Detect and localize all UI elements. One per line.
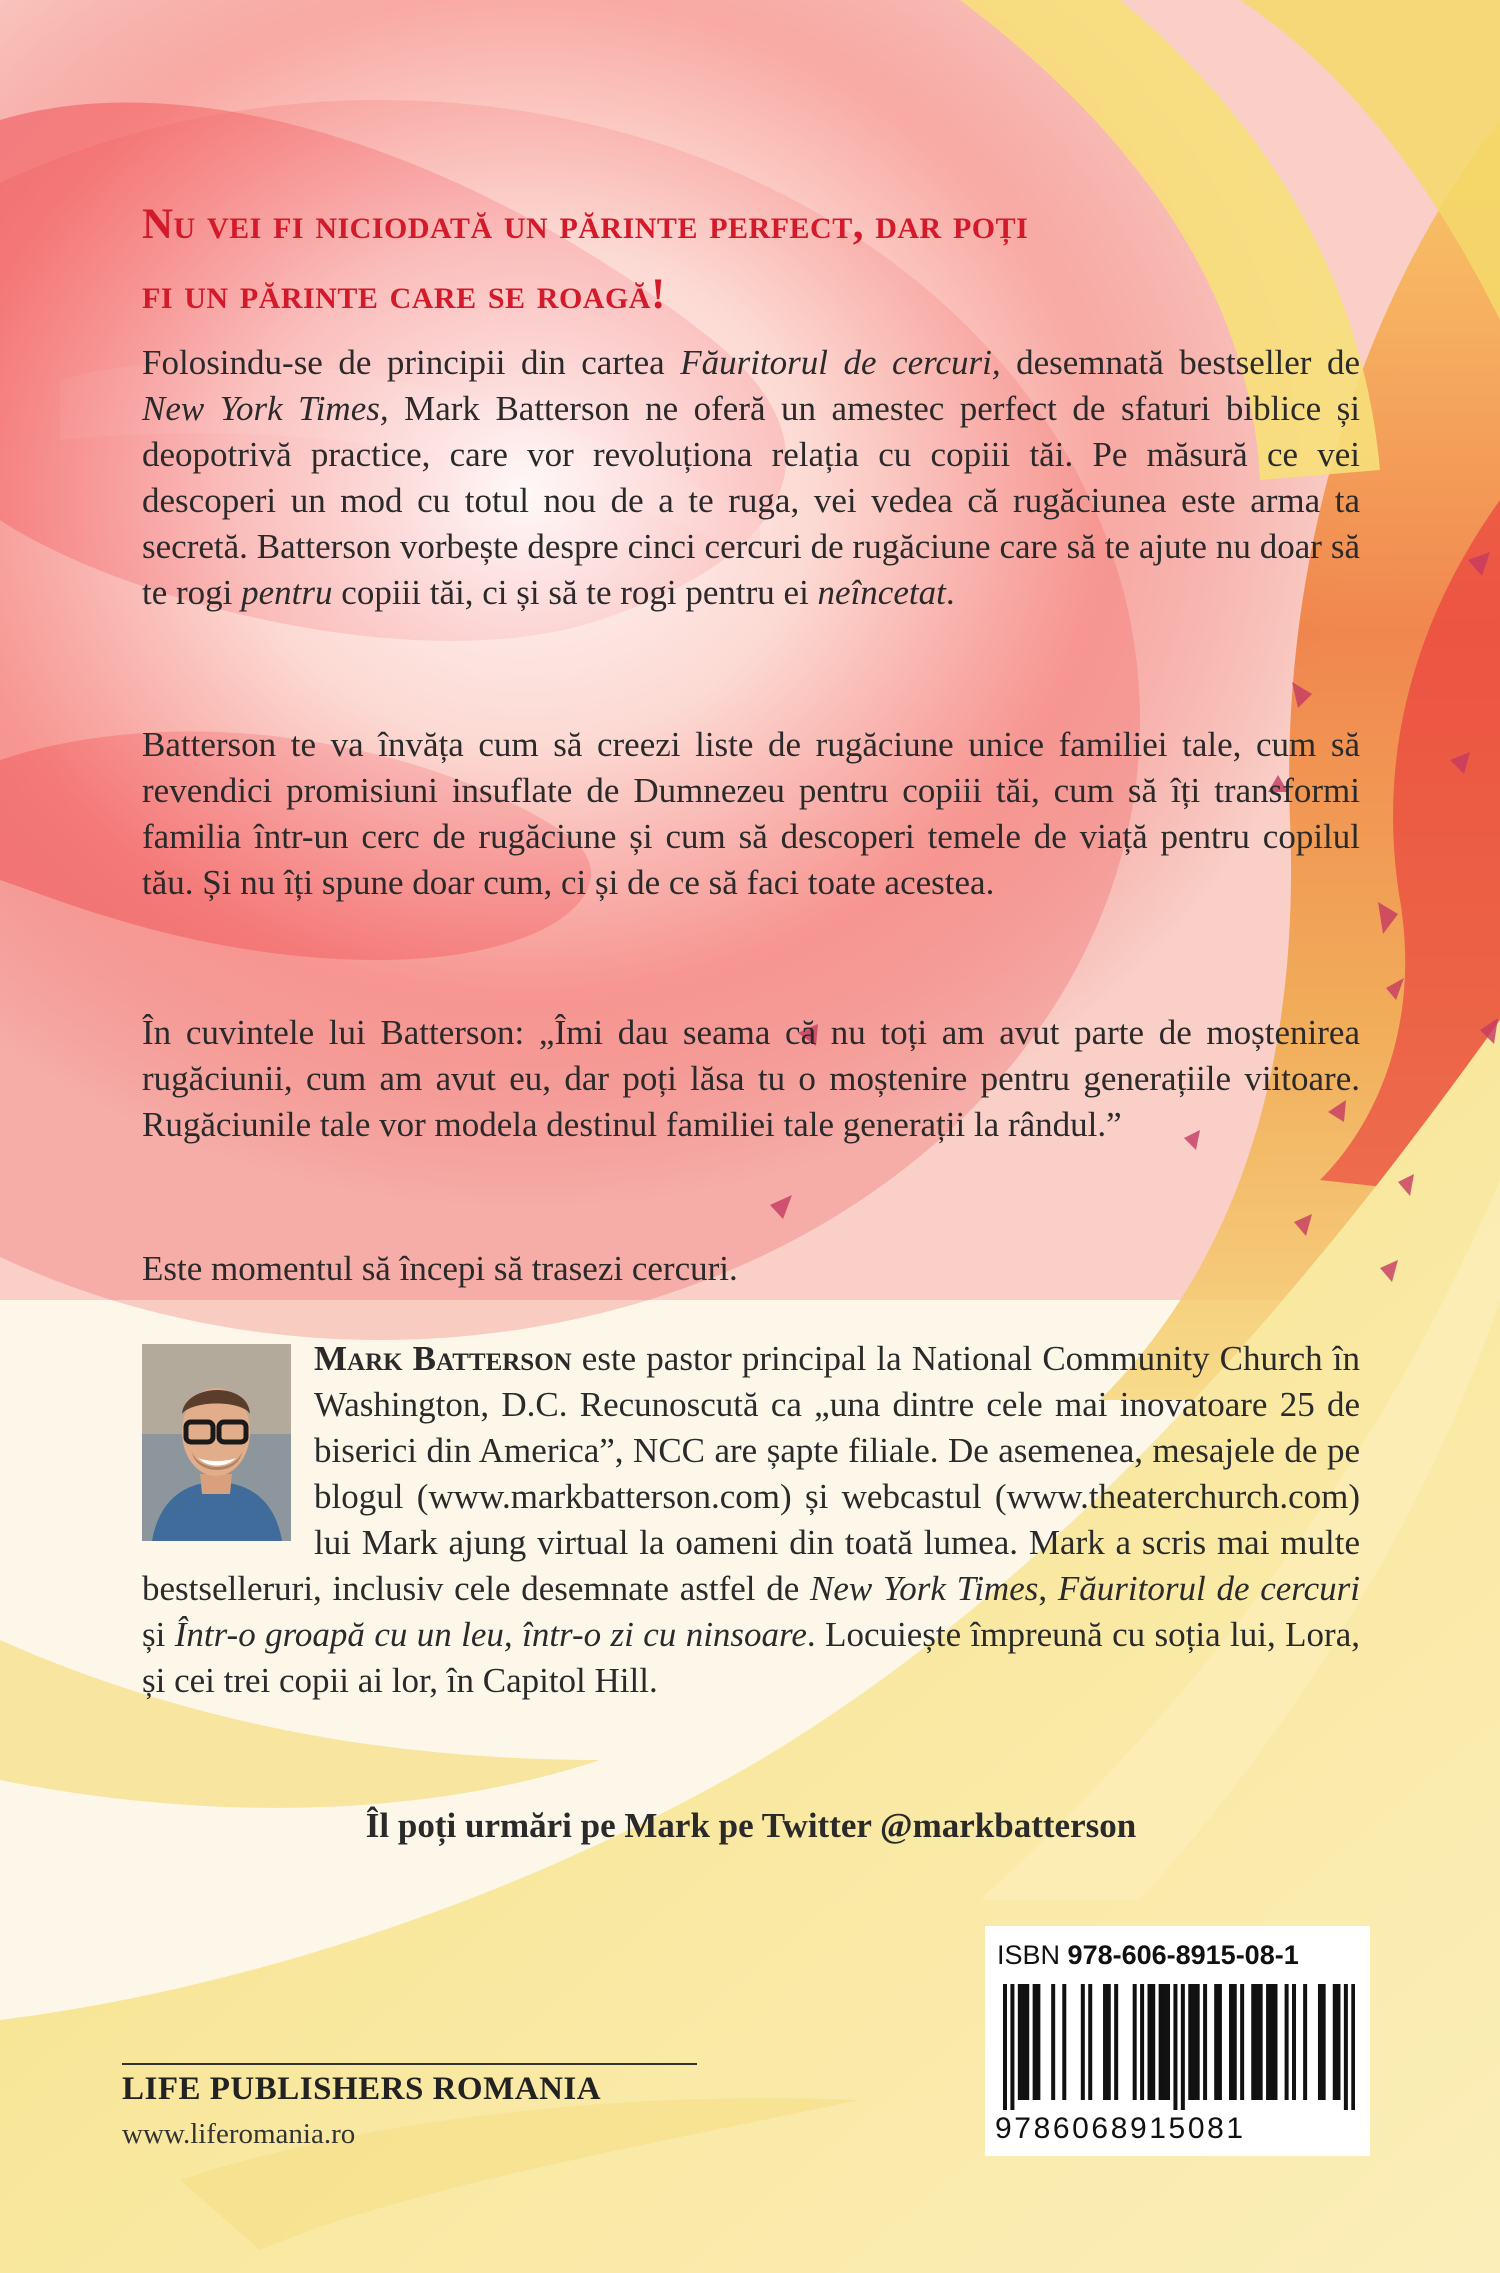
p1-nyt: New York Times, (142, 389, 389, 428)
author-bio-text-1: este pastor principal la National Community Church în Washington, D.C. Recunoscută ca „una dintre cele mai inovatoare 25 de biserici din America”, NCC are șapte filiale. De asemenea, mesajele de pe blogul (www.markbatterson.com) și webcastul (www.theaterchurch.com) lui Mark ajung virtual la oameni din toată lumea. Mark a scris mai multe bestselleruri, inclusiv cele desemnate astfel de (142, 1339, 1360, 1608)
barcode-bar (1218, 1984, 1222, 2100)
author-bio-text-3: și (142, 1615, 175, 1654)
p1-emphasis-1: pentru (241, 573, 333, 612)
barcode-bar (1344, 1984, 1348, 2110)
barcode-bar (1318, 1984, 1322, 2100)
description-paragraph-2: Batterson te va învăța cum să creezi liste de rugăciune unice familiei tale, cum să revendici promisiuni insuflate de Dumnezeu pentru copiii tăi, cum să îți transformi familia într-un cerc de rugăciune și cum să descoperi temele de viață pentru copilul tău. Și nu îți spune doar cum, ci și de ce să faci toate acestea. (142, 725, 1360, 902)
barcode-bar (1081, 1984, 1085, 2100)
barcode-bar (1181, 1984, 1185, 2110)
barcode-bar (1322, 1984, 1326, 2100)
barcode-bar (1051, 1984, 1055, 2100)
barcode-bar (1088, 1984, 1092, 2100)
quote-paragraph: În cuvintele lui Batterson: „Îmi dau seama că nu toți am avut parte de moștenirea rugăciunii, cum am avut eu, dar poți lăsa tu o moștenire pentru generațiile viitoare. Rugăciunile tale vor modela destinul familiei tale generații la rândul.” (142, 1013, 1360, 1144)
isbn-prefix: ISBN (997, 1940, 1061, 1970)
description-paragraph-1 (142, 340, 1360, 616)
barcode-bar (1025, 1984, 1029, 2100)
barcode-bar (1196, 1984, 1200, 2100)
closing-line: Este momentul să începi să trasezi cercuri. (142, 1249, 738, 1288)
isbn-barcode-box (985, 1926, 1370, 2156)
barcode-bar (1188, 1984, 1192, 2100)
publisher-divider (122, 2063, 697, 2065)
headline-line-2: fi un părinte care se roagă! (142, 271, 666, 318)
barcode-bar (1036, 1984, 1040, 2100)
p1-text-2: desemnată bestseller de (1000, 343, 1360, 382)
barcode-bar (1333, 1984, 1337, 2100)
barcode-bar (1133, 1984, 1137, 2100)
barcode-bar (1107, 1984, 1111, 2100)
barcode-bar (1233, 1984, 1237, 2100)
barcode-bar (1022, 1984, 1026, 2100)
barcode-bar (1103, 1984, 1107, 2100)
author-book-2: Într-o groapă cu un leu, într-o zi cu ninsoare (174, 1615, 807, 1654)
barcode-bar (1266, 1984, 1270, 2100)
barcode-bar (1148, 1984, 1152, 2100)
barcode-bar (1214, 1984, 1218, 2100)
barcode-bar (1251, 1984, 1255, 2100)
p1-text-1: Folosindu-se de principii din cartea (142, 343, 681, 382)
barcode-bar (1140, 1984, 1144, 2100)
barcode-bar (1270, 1984, 1274, 2100)
publisher-url: www.liferomania.ro (122, 2118, 356, 2150)
twitter-line: Îl poți urmări pe Mark pe Twitter @markbatterson (365, 1806, 1137, 1845)
barcode-bar (1162, 1984, 1166, 2100)
barcode-bar (1351, 1984, 1355, 2110)
barcode-bar (1336, 1984, 1340, 2100)
barcode-bar (1033, 1984, 1037, 2100)
p1-book-title: Făuritorul de cercuri, (680, 343, 1001, 382)
barcode (1003, 1984, 1355, 2110)
barcode-bar (1303, 1984, 1307, 2100)
p1-text-4: copiii tăi, ci și să te rogi pentru ei (332, 573, 818, 612)
barcode-bar (1285, 1984, 1289, 2100)
barcode-bar (1203, 1984, 1207, 2100)
isbn-digits: 9786068915081 (995, 2112, 1246, 2145)
barcode-bar (1062, 1984, 1066, 2100)
barcode-bar (1192, 1984, 1196, 2100)
isbn-label (997, 1940, 1362, 1971)
barcode-bar (1240, 1984, 1244, 2100)
barcode-bar (1159, 1984, 1163, 2100)
p1-text-3: Mark Batterson ne oferă un amestec perfect de sfaturi biblice și deopotrivă practice, care vor revoluționa relația cu copiii tăi. Pe măsură ce vei descoperi un mod cu totul nou de a te ruga, vei vedea că rugăciunea este arma ta secretă. Batterson vorbește despre cinci cercuri de rugăciune care să te ajute nu doar să te rogi (142, 389, 1360, 612)
headline (142, 190, 1372, 330)
author-nyt: New York Times (810, 1569, 1039, 1608)
barcode-bar (1010, 1984, 1014, 2110)
barcode-bar (1259, 1984, 1263, 2100)
barcode-bar (1114, 1984, 1118, 2100)
barcode-bar (1151, 1984, 1155, 2100)
barcode-bar (1166, 1984, 1170, 2100)
barcode-bar (1292, 1984, 1296, 2100)
p1-emphasis-2: neîncetat (817, 573, 946, 612)
barcode-bar (1229, 1984, 1233, 2100)
barcode-bar (1003, 1984, 1007, 2110)
barcode-bar (1255, 1984, 1259, 2100)
author-book-1: Făuritorul de cercuri (1057, 1569, 1361, 1608)
publisher-name: LIFE PUBLISHERS ROMANIA (122, 2071, 602, 2107)
author-name: Mark Batterson (314, 1339, 572, 1378)
headline-line-1: Nu vei fi niciodată un părinte perfect, dar poți (142, 201, 1029, 248)
barcode-bar (1273, 1984, 1277, 2100)
p1-text-5: . (945, 573, 955, 612)
author-bio (142, 1336, 1360, 1704)
isbn-number: 978-606-8915-08-1 (1067, 1940, 1299, 1970)
barcode-bar (1018, 1984, 1022, 2100)
author-bio-text-4: . Locuiește împreună cu soția lui, Lora, și cei trei copii ai lor, în Capitol Hill. (142, 1615, 1360, 1700)
author-bio-text-2: , (1038, 1569, 1058, 1608)
barcode-bar (1173, 1984, 1177, 2110)
